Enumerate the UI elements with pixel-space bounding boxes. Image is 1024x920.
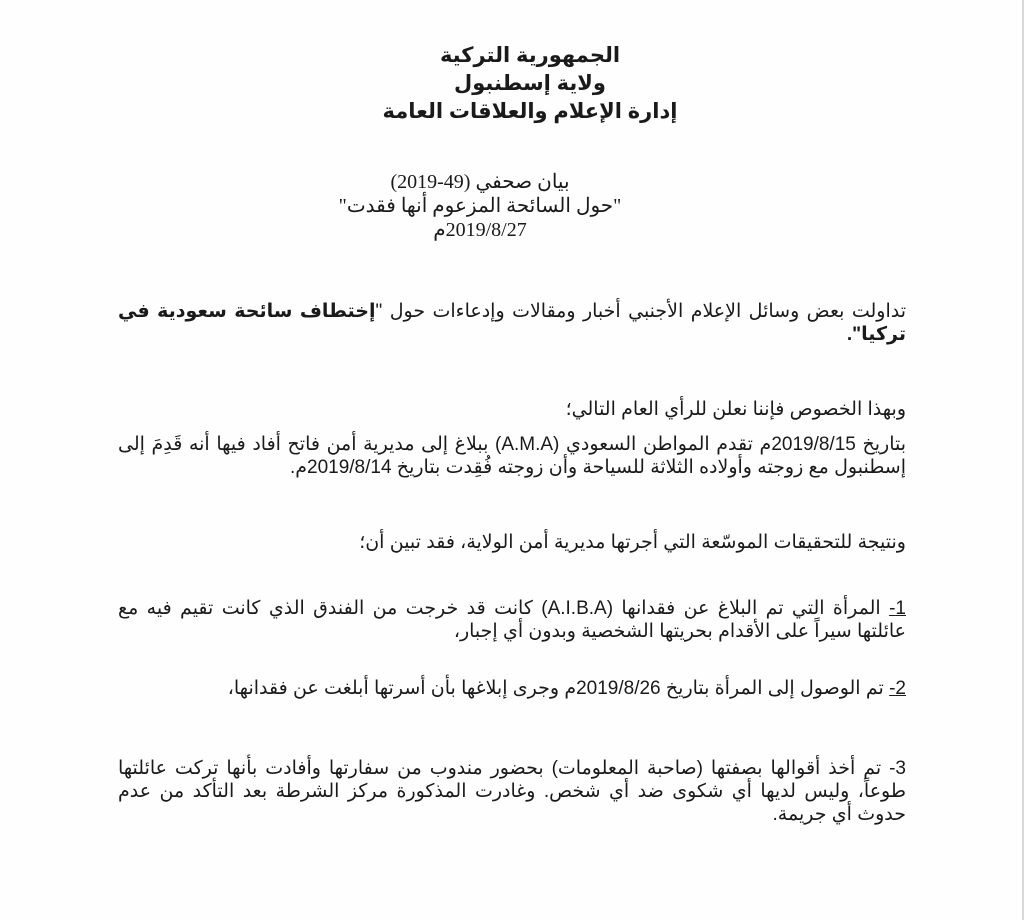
finding-item-2 (118, 677, 906, 700)
finding-text-1: المرأة التي تم البلاغ عن فقدانها (A.I.B.A) كانت قد خرجت من الفندق الذي كانت تقيم فيه مع عائلتها سيراً على الأقدام بحريتها الشخصية وبدون أي إجبار، (118, 598, 906, 642)
intro-text: تداولت بعض وسائل الإعلام الأجنبي أخبار ومقالات وإدعاءات حول " (375, 301, 906, 322)
statement-heading (330, 170, 630, 242)
finding-text-2: تم الوصول إلى المرأة بتاريخ 2019/8/26م وجرى إبلاغها بأن أسرتها أبلغت عن فقدانها، (227, 678, 890, 699)
statement-title: بيان صحفي (49-2019) (390, 171, 570, 193)
paragraph-report: بتاريخ 2019/8/15م تقدم المواطن السعودي (A.M.A) ببلاغ إلى مديرية أمن فاتح أفاد فيها أنه قَدِمَ إلى إسطنبول مع زوجته وأولاده الثلاثة للسياحة وأن زوجته فُقِدت بتاريخ 2019/8/14م. (118, 434, 907, 478)
finding-item-1 (118, 597, 906, 643)
letterhead-country: الجمهورية التركية (439, 44, 621, 67)
statement-subject: "حول السائحة المزعوم أنها فقدت" (338, 195, 622, 217)
finding-number-2: 2- (889, 678, 906, 699)
finding-number-1: 1- (889, 598, 906, 619)
statement-date: 2019/8/27م (433, 219, 527, 241)
paragraph-intro (118, 300, 906, 346)
paragraph-announcement: وبهذا الخصوص فإننا نعلن للرأي العام التالي؛ (565, 399, 906, 420)
letterhead (380, 42, 680, 126)
intro-bold-text: إختطاف سائحة سعودية في تركيا". (118, 301, 906, 345)
paragraph-investigation: ونتيجة للتحقيقات الموسّعة التي أجرتها مديرية أمن الولاية، فقد تبين أن؛ (359, 532, 906, 553)
letterhead-department: إدارة الإعلام والعلاقات العامة (382, 100, 678, 123)
finding-item-3: 3- تم أخذ أقوالها بصفتها (صاحبة المعلومات) بحضور مندوب من سفارتها وأفادت بأنها تركت عائلتها طوعاً، وليس لديها أي شكوى ضد أي شخص. وغادرت المذكورة مركز الشرطة بعد التأكد من عدم حدوث أي جريمة. (118, 758, 906, 825)
letterhead-province: ولاية إسطنبول (454, 72, 606, 95)
